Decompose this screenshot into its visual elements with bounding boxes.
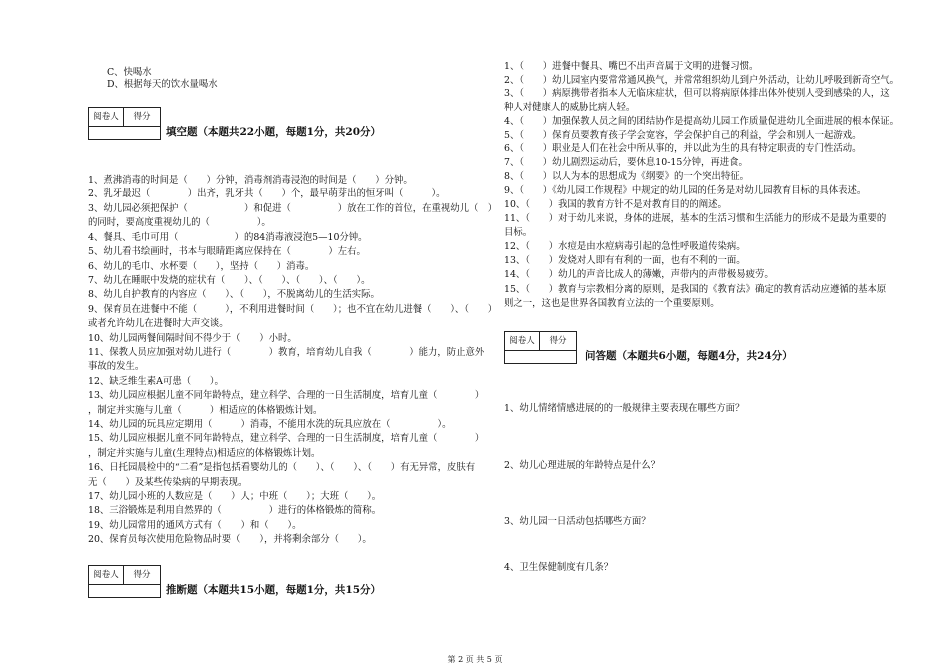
fill-line: 或者允许幼儿在进餐时大声交谈。: [88, 318, 229, 329]
fill-line: 17、幼儿园小班的人数应是（ ）人；中班（ ）；大班（ ）。: [88, 491, 382, 502]
fill-line: 16、日托园晨检中的“二看”是指包括看婴幼儿的（ ）、（ ）、（ ）有无异常，皮肤有: [88, 462, 476, 473]
fill-line: 20、保育员每次使用危险物品时要（ ），并将剩余部分（ ）。: [88, 534, 372, 545]
score-box: [88, 107, 161, 127]
fill-line: 8、幼儿自护教育的内容应（ ）、（ ），不脱离幼儿的生活实际。: [88, 289, 380, 300]
judge-line: 15、（ ）教育与宗教相分离的原则，是我国的《教育法》确定的教育活动应遵循的基本原: [504, 284, 887, 295]
fill-line: 无（ ）及某些传染病的早期表现。: [88, 477, 248, 488]
score-box-blank-row: [88, 584, 161, 598]
fill-line: 3、幼儿园必须把保护（ ）和促进（ ）放在工作的首位，在重视幼儿（ ）: [88, 203, 498, 214]
fill-line: 13、幼儿园应根据儿童不同年龄特点，建立科学、合理的一日生活制度，培育儿童（ ）: [88, 390, 485, 401]
judge-line: 4、（ ）加强保教人员之间的团结协作是提高幼儿园工作质量促进幼儿全面进展的根本保证。: [504, 116, 900, 127]
score-box-blank-row: [88, 126, 161, 140]
fill-line: 1、煮沸消毒的时间是（ ）分钟，消毒剂消毒浸泡的时间是（ ）分钟。: [88, 175, 413, 186]
judge-section-title: 推断题（本题共15小题，每题1分，共15分）: [166, 584, 382, 596]
fill-line: 15、幼儿园应根据儿童不同年龄特点，建立科学、合理的一日生活制度，培育儿童（ ）: [88, 433, 485, 444]
judge-line: 9、（ ）《幼儿园工作规程》中规定的幼儿园的任务是对幼儿园教育目标的具体表述。: [504, 185, 867, 196]
judge-line: 13、（ ）发烧对人即有有利的一面，也有不利的一面。: [504, 255, 746, 266]
qa-question: 1、幼儿情绪情感进展的的一般规律主要表现在哪些方面？: [504, 403, 745, 414]
judge-line: 2、（ ）幼儿园室内要常常通风换气，并常常组织幼儿到户外活动，让幼儿呼吸到新奇空气。: [504, 75, 900, 86]
score-box: [88, 565, 161, 585]
score-box-blank-row: [504, 350, 577, 364]
qa-question: 3、幼儿园一日活动包括哪些方面？: [504, 516, 651, 527]
option-c: C、快喝水: [107, 67, 152, 78]
judge-line: 14、（ ）幼儿的声音比成人的薄嫩，声带内的声带极易疲劳。: [504, 269, 774, 280]
qa-question: 2、幼儿心理进展的年龄特点是什么？: [504, 460, 660, 471]
fill-line: ，制定并实施与儿童(生理特点)相适应的体格锻炼计划。: [88, 448, 321, 459]
fill-line: 6、幼儿的毛巾、水杯要（ ），坚持（ ）消毒。: [88, 261, 315, 272]
fill-line: 10、幼儿园两餐间隔时间不得少于（ ）小时。: [88, 333, 297, 344]
fill-section-title: 填空题（本题共22小题，每题1分，共20分）: [166, 126, 382, 138]
judge-line: 11、（ ）对于幼儿来说，身体的进展，基本的生活习惯和生活能力的形成不是最为重要的: [504, 213, 887, 224]
fill-line: 7、幼儿在睡眠中发烧的症状有（ ）、（ ）、（ ）、（ ）。: [88, 275, 371, 286]
option-d: D、根据每天的饮水量喝水: [107, 79, 218, 90]
fill-line: 的同时，要高度重视幼儿的（ ）。: [88, 217, 271, 228]
fill-line: 18、三浴锻炼是利用自然界的（ ）进行的体格锻炼的简称。: [88, 505, 382, 516]
judge-line: 10、（ ）我国的教育方针不是对教育目的的阐述。: [504, 199, 727, 210]
judge-line: 则之一，这也是世界各国教育立法的一个重要原则。: [504, 298, 720, 309]
judge-line: 7、（ ）幼儿剧烈运动后，要休息10-15分钟，再进食。: [504, 157, 748, 168]
qa-question: 4、卫生保健制度有几条？: [504, 562, 614, 573]
fill-line: 19、幼儿园常用的通风方式有（ ）和（ ）。: [88, 520, 302, 531]
judge-line: 3、（ ）病原携带者指本人无临床症状，但可以将病原体排出体外使别人受到感染的人，这: [504, 88, 890, 99]
score-label: 得分: [133, 570, 151, 580]
page-number: 第 2 页 共 5 页: [447, 655, 503, 664]
score-box: [504, 331, 577, 351]
qa-section-title: 问答题（本题共6小题，每题4分，共24分）: [585, 350, 793, 362]
judge-line: 6、（ ）职业是人们在社会中所从事的，并以此为生的具有特定职责的专门性活动。: [504, 143, 862, 154]
judge-line: 5、（ ）保育员要教育孩子学会宽容，学会保护自己的利益，学会和别人一起游戏。: [504, 130, 862, 141]
score-label: 得分: [133, 112, 151, 122]
fill-line: 11、保教人员应加强对幼儿进行（ ）教育，培育幼儿自我（ ）能力，防止意外: [88, 347, 485, 358]
fill-line: 4、餐具、毛巾可用（ ）的84消毒液浸泡5—10分钟。: [88, 232, 368, 243]
fill-line: 12、缺乏维生素A可患（ ）。: [88, 376, 224, 387]
fill-line: 5、幼儿看书绘画时，书本与眼睛距离应保持在（ ）左右。: [88, 246, 366, 257]
fill-line: 9、保育员在进餐中不能（ ），不利用进餐时间（ ）；也不宜在幼儿进餐（ ）、（ ）: [88, 304, 498, 315]
judge-line: 1、（ ）进餐中餐具、嘴巴不出声音属于文明的进餐习惯。: [504, 61, 759, 72]
fill-line: ，制定并实施与儿童（ ）相适应的体格锻炼计划。: [88, 405, 323, 416]
score-label: 得分: [549, 336, 567, 346]
fill-line: 2、乳牙最迟（ ）出齐，乳牙共（ ）个，最早萌芽出的恒牙叫（ ）。: [88, 188, 446, 199]
grader-label: 阅卷人: [89, 108, 124, 126]
grader-label: 阅卷人: [505, 332, 540, 350]
judge-line: 12、（ ）水痘是由水痘病毒引起的急性呼吸道传染病。: [504, 241, 746, 252]
grader-label: 阅卷人: [89, 566, 124, 584]
judge-line: 8、（ ）以人为本的思想成为《纲要》的一个突出特征。: [504, 171, 750, 182]
fill-line: 事故的发生。: [88, 361, 145, 372]
judge-line: 种人对健康人的威胁比病人轻。: [504, 102, 636, 113]
judge-line: 目标。: [504, 227, 533, 238]
fill-line: 14、幼儿园的玩具应定期用（ ）消毒，不能用水洗的玩具应放在（ ）。: [88, 419, 452, 430]
